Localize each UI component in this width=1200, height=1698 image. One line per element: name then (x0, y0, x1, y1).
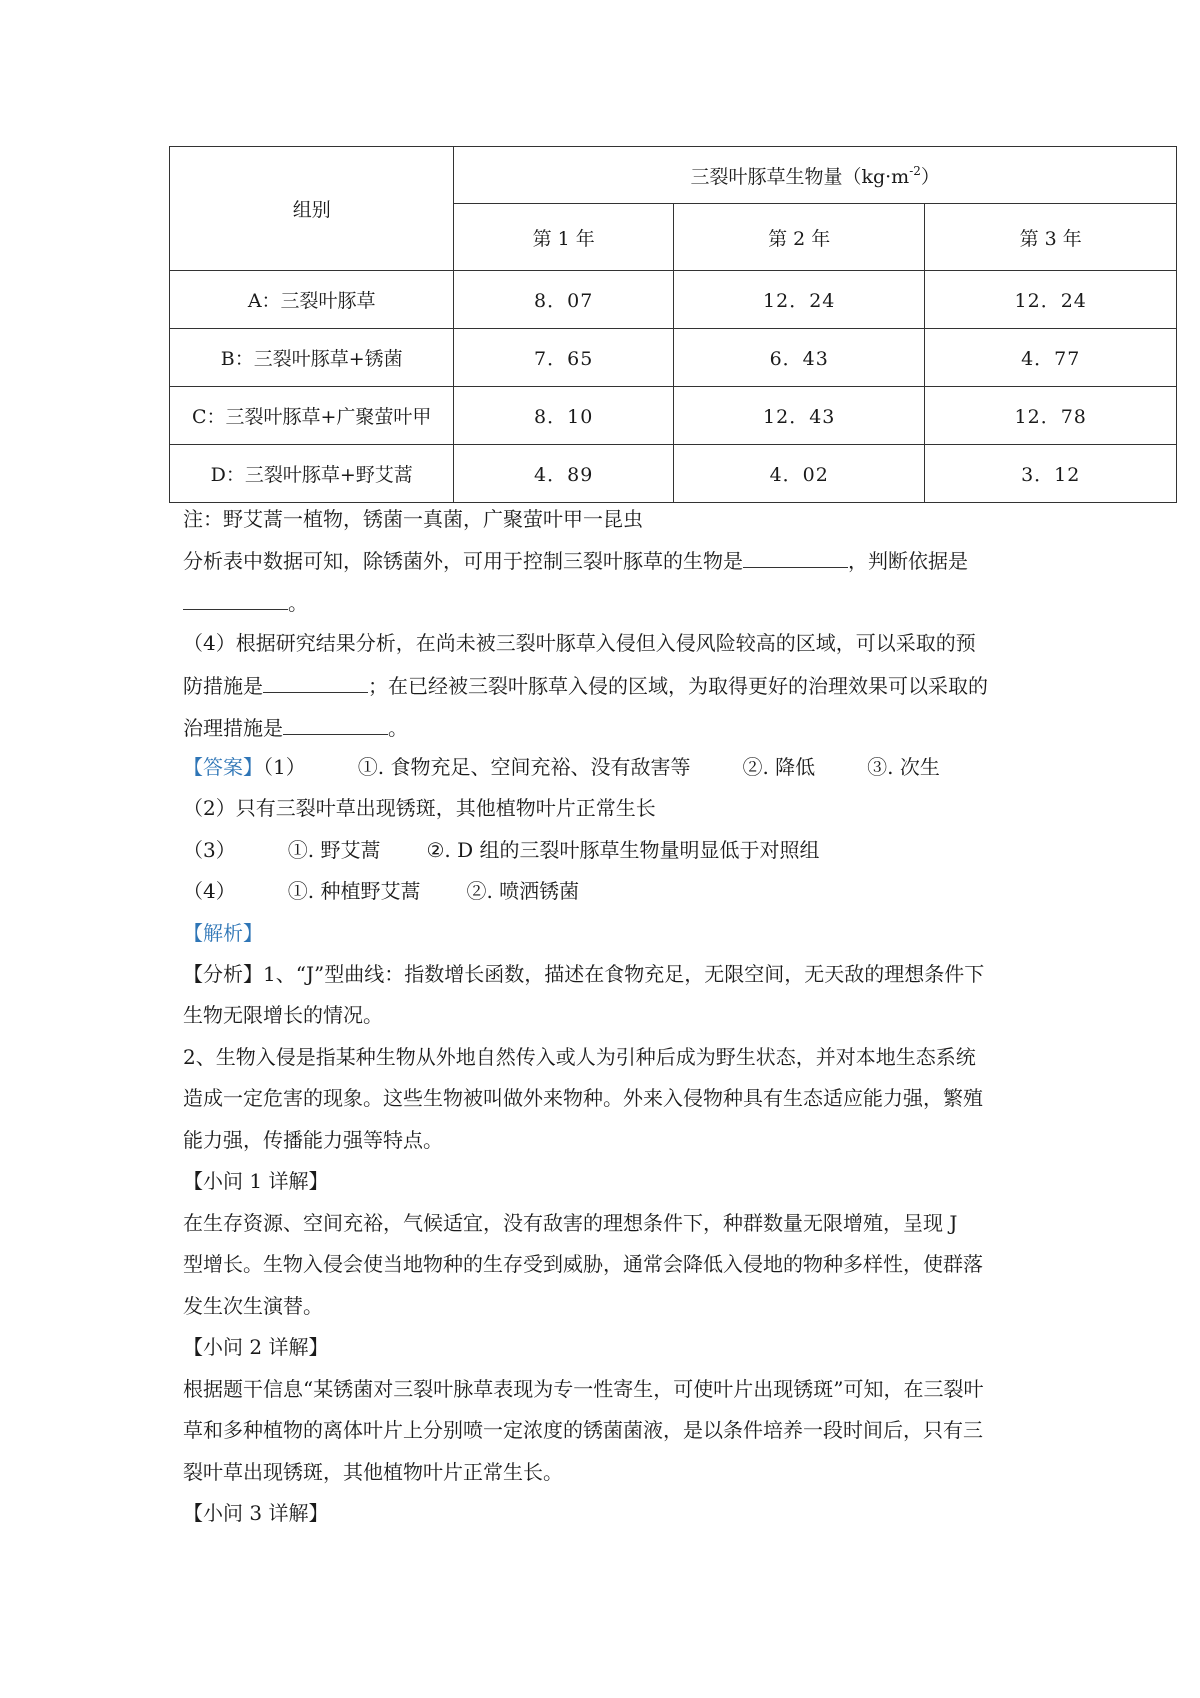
value-cell: 12．24 (673, 271, 925, 329)
analysis-line: 在生存资源、空间充裕，气候适宜，没有敌害的理想条件下，种群数量无限增殖，呈现 J (183, 1211, 958, 1235)
analysis-line: 草和多种植物的离体叶片上分别喷一定浓度的锈菌菌液，是以条件培养一段时间后，只有三 (183, 1418, 983, 1442)
table-row (170, 387, 1177, 445)
group-cell: A：三裂叶豚草 (170, 271, 454, 329)
analysis-line: 发生次生演替。 (183, 1294, 323, 1318)
question-3-text: 分析表中数据可知，除锈菌外，可用于控制三裂叶豚草的生物是 ，判断依据是 (183, 545, 1033, 575)
value-cell: 12．78 (925, 387, 1177, 445)
group-header: 组别 (170, 147, 454, 271)
year-header: 第 3 年 (925, 204, 1177, 271)
answer-line-1: 【答案】（1） ①. 食物充足、空间充裕、没有敌害等 ②. 降低 ③. 次生 (183, 755, 940, 779)
answer-blank (263, 670, 368, 693)
analysis-line: 型增长。生物入侵会使当地物种的生存受到威胁，通常会降低入侵地的物种多样性，使群落 (183, 1252, 983, 1276)
group-cell: D：三裂叶豚草+野艾蒿 (170, 445, 454, 503)
analysis-line: 造成一定危害的现象。这些生物被叫做外来物种。外来入侵物种具有生态适应能力强，繁殖 (183, 1086, 983, 1110)
answer-line-3: （3） ①. 野艾蒿 ②. D 组的三裂叶豚草生物量明显低于对照组 (183, 838, 820, 862)
answer-line-2: （2）只有三裂叶草出现锈斑，其他植物叶片正常生长 (183, 796, 656, 820)
table-header-row (170, 147, 1177, 204)
biomass-header: 三裂叶豚草生物量$(kg\cdot m^{-2})$ (454, 147, 1177, 204)
value-cell: 4．89 (454, 445, 674, 503)
group-cell: B：三裂叶豚草+锈菌 (170, 329, 454, 387)
answer-line-4: （4） ①. 种植野艾蒿 ②. 喷洒锈菌 (183, 879, 580, 903)
value-cell: 12．43 (673, 387, 925, 445)
answer-blank (283, 712, 388, 735)
subquestion-3-title: 【小问 3 详解】 (183, 1501, 329, 1525)
table-row (170, 445, 1177, 503)
answer-blank (743, 545, 848, 568)
value-cell: 4．02 (673, 445, 925, 503)
group-cell: C：三裂叶豚草+广聚萤叶甲 (170, 387, 454, 445)
table-note: 注：野艾蒿一植物，锈菌一真菌，广聚萤叶甲一昆虫 (183, 507, 643, 531)
analysis-line: 能力强，传播能力强等特点。 (183, 1128, 443, 1152)
answer-tag: 【答案】 (183, 755, 263, 779)
value-cell: 7．65 (454, 329, 674, 387)
year-header: 第 1 年 (454, 204, 674, 271)
analysis-line: 根据题干信息“某锈菌对三裂叶脉草表现为专一性寄生，可使叶片出现锈斑”可知，在三裂叶 (183, 1377, 984, 1401)
question-4-line: 治理措施是 。 (183, 712, 1033, 742)
value-cell: 4．77 (925, 329, 1177, 387)
table-row (170, 271, 1177, 329)
question-4-line: 防措施是 ；在已经被三裂叶豚草入侵的区域，为取得更好的治理效果可以采取的 (183, 670, 1033, 700)
answer-blank (183, 587, 288, 610)
analysis-tag: 【解析】 (183, 921, 263, 945)
question-3-end: 。 (183, 587, 1033, 617)
value-cell: 8．07 (454, 271, 674, 329)
value-cell: 6．43 (673, 329, 925, 387)
value-cell: 3．12 (925, 445, 1177, 503)
year-header: 第 2 年 (673, 204, 925, 271)
analysis-line: 裂叶草出现锈斑，其他植物叶片正常生长。 (183, 1460, 563, 1484)
subquestion-2-title: 【小问 2 详解】 (183, 1335, 329, 1359)
table-row (170, 329, 1177, 387)
value-cell: 8．10 (454, 387, 674, 445)
analysis-line: 2、生物入侵是指某种生物从外地自然传入或人为引种后成为野生状态，并对本地生态系统 (183, 1045, 976, 1069)
question-4-line: （4）根据研究结果分析，在尚未被三裂叶豚草入侵但入侵风险较高的区域，可以采取的预 (183, 631, 976, 655)
biomass-table (169, 146, 1177, 503)
analysis-line: 【分析】1、“J”型曲线：指数增长函数，描述在食物充足，无限空间，无天敌的理想条件下 (183, 962, 985, 986)
subquestion-1-title: 【小问 1 详解】 (183, 1169, 329, 1193)
analysis-line: 生物无限增长的情况。 (183, 1003, 383, 1027)
value-cell: 12．24 (925, 271, 1177, 329)
